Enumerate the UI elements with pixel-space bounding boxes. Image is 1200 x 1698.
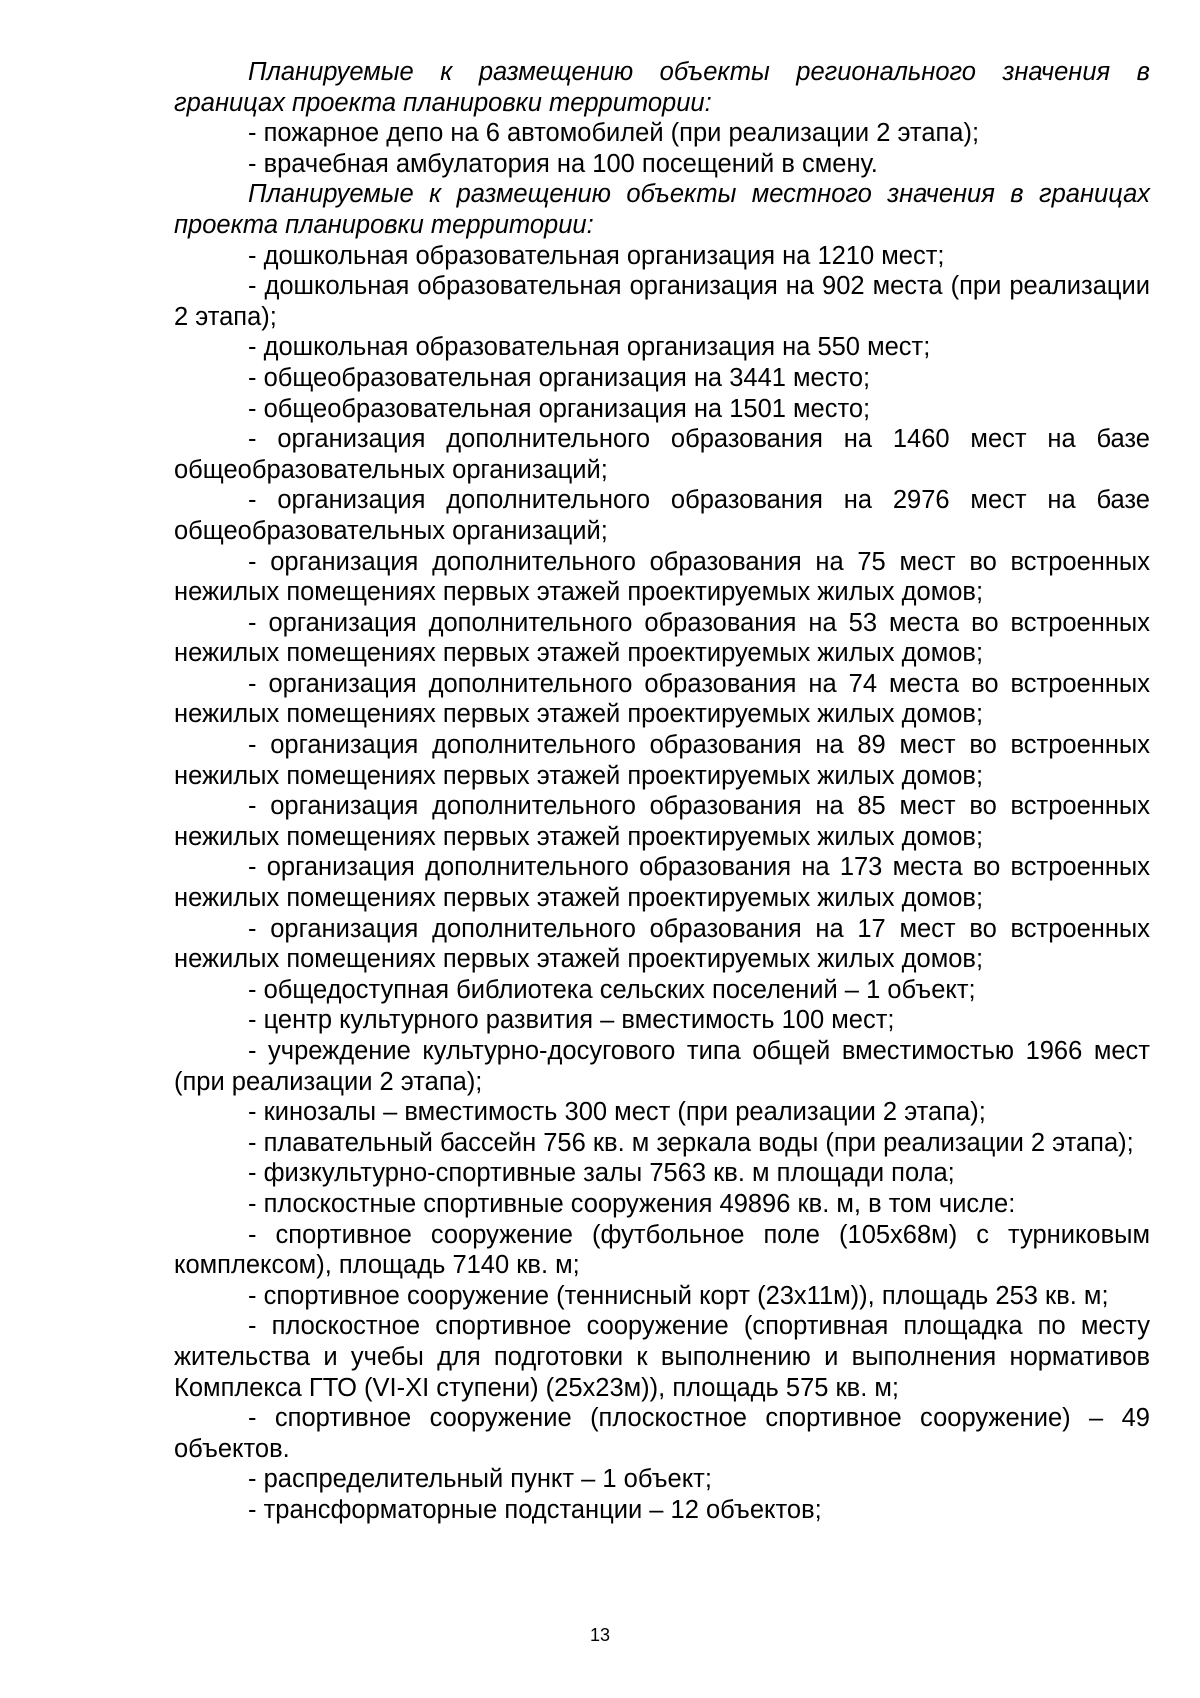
list-item: - трансформаторные подстанции – 12 объектов; bbox=[248, 1495, 822, 1524]
page-number: 13 bbox=[589, 1625, 611, 1645]
list-item: - учреждение культурно-досугового типа общей вместимостью 1966 мест (при реализации 2 этапа); bbox=[174, 1037, 1150, 1096]
list-item: - организация дополнительного образования на 75 мест во встроенных нежилых помещениях первых этажей проектируемых жилых домов; bbox=[174, 547, 1150, 607]
list-item: - организация дополнительного образования на 173 места во встроенных нежилых помещениях первых этажей проектируемых жилых домов; bbox=[174, 853, 1150, 913]
list-item: - дошкольная образовательная организация на 902 места (при реализации 2 этапа); bbox=[174, 272, 1150, 331]
list-item: - организация дополнительного образования на 1460 мест на базе общеобразовательных организаций; bbox=[174, 425, 1150, 484]
list-item: - спортивное сооружение (плоскостное спортивное сооружение) – 49 объектов. bbox=[174, 1404, 1150, 1463]
list-item: - дошкольная образовательная организация на 550 мест; bbox=[248, 333, 931, 362]
document-body bbox=[174, 57, 1150, 1526]
regional-objects-heading: Планируемые к размещению объекты регионального значения в границах проекта планировки территории: bbox=[174, 58, 1150, 117]
list-item: - общедоступная библиотека сельских поселений – 1 объект; bbox=[248, 975, 976, 1004]
list-item: - пожарное депо на 6 автомобилей (при реализации 2 этапа); bbox=[248, 119, 980, 148]
list-item: - распределительный пункт – 1 объект; bbox=[248, 1465, 712, 1494]
list-item: - общеобразовательная организация на 3441 место; bbox=[248, 363, 871, 392]
list-item: - дошкольная образовательная организация на 1210 мест; bbox=[248, 241, 945, 270]
list-item: - общеобразовательная организация на 1501 место; bbox=[248, 394, 871, 423]
list-item: - организация дополнительного образования на 2976 мест на базе общеобразовательных организаций; bbox=[174, 486, 1150, 545]
list-item: - организация дополнительного образования на 89 мест во встроенных нежилых помещениях первых этажей проектируемых жилых домов; bbox=[174, 731, 1150, 790]
list-item: - плоскостное спортивное сооружение (спортивная площадка по месту жительства и учебы для подготовки к выполнению и выполнения нормативов Комплекса ГТО (VI-XI ступени) (25х23м)), площадь 575 кв. м; bbox=[174, 1312, 1150, 1402]
list-item: - организация дополнительного образования на 85 мест во встроенных нежилых помещениях первых этажей проектируемых жилых домов; bbox=[174, 792, 1150, 851]
list-item: - спортивное сооружение (теннисный корт (23х11м)), площадь 253 кв. м; bbox=[248, 1281, 1109, 1310]
list-item: - центр культурного развития – вместимость 100 мест; bbox=[248, 1006, 895, 1035]
list-item: - организация дополнительного образования на 17 мест во встроенных нежилых помещениях первых этажей проектируемых жилых домов; bbox=[174, 914, 1150, 974]
list-item: - кинозалы – вместимость 300 мест (при реализации 2 этапа); bbox=[248, 1098, 986, 1127]
list-item: - плоскостные спортивные сооружения 49896 кв. м, в том числе: bbox=[248, 1189, 1016, 1218]
list-item: - спортивное сооружение (футбольное поле (105х68м) с турниковым комплексом), площадь 7140 кв. м; bbox=[174, 1220, 1150, 1280]
list-item: - организация дополнительного образования на 53 места во встроенных нежилых помещениях первых этажей проектируемых жилых домов; bbox=[174, 608, 1150, 668]
list-item: - организация дополнительного образования на 74 места во встроенных нежилых помещениях первых этажей проектируемых жилых домов; bbox=[174, 669, 1150, 729]
list-item: - врачебная амбулатория на 100 посещений в смену. bbox=[248, 149, 878, 178]
list-item: - физкультурно-спортивные залы 7563 кв. м площади пола; bbox=[248, 1159, 955, 1188]
list-item: - плавательный бассейн 756 кв. м зеркала воды (при реализации 2 этапа); bbox=[248, 1128, 1134, 1157]
local-objects-heading: Планируемые к размещению объекты местного значения в границах проекта планировки территории: bbox=[174, 180, 1150, 239]
